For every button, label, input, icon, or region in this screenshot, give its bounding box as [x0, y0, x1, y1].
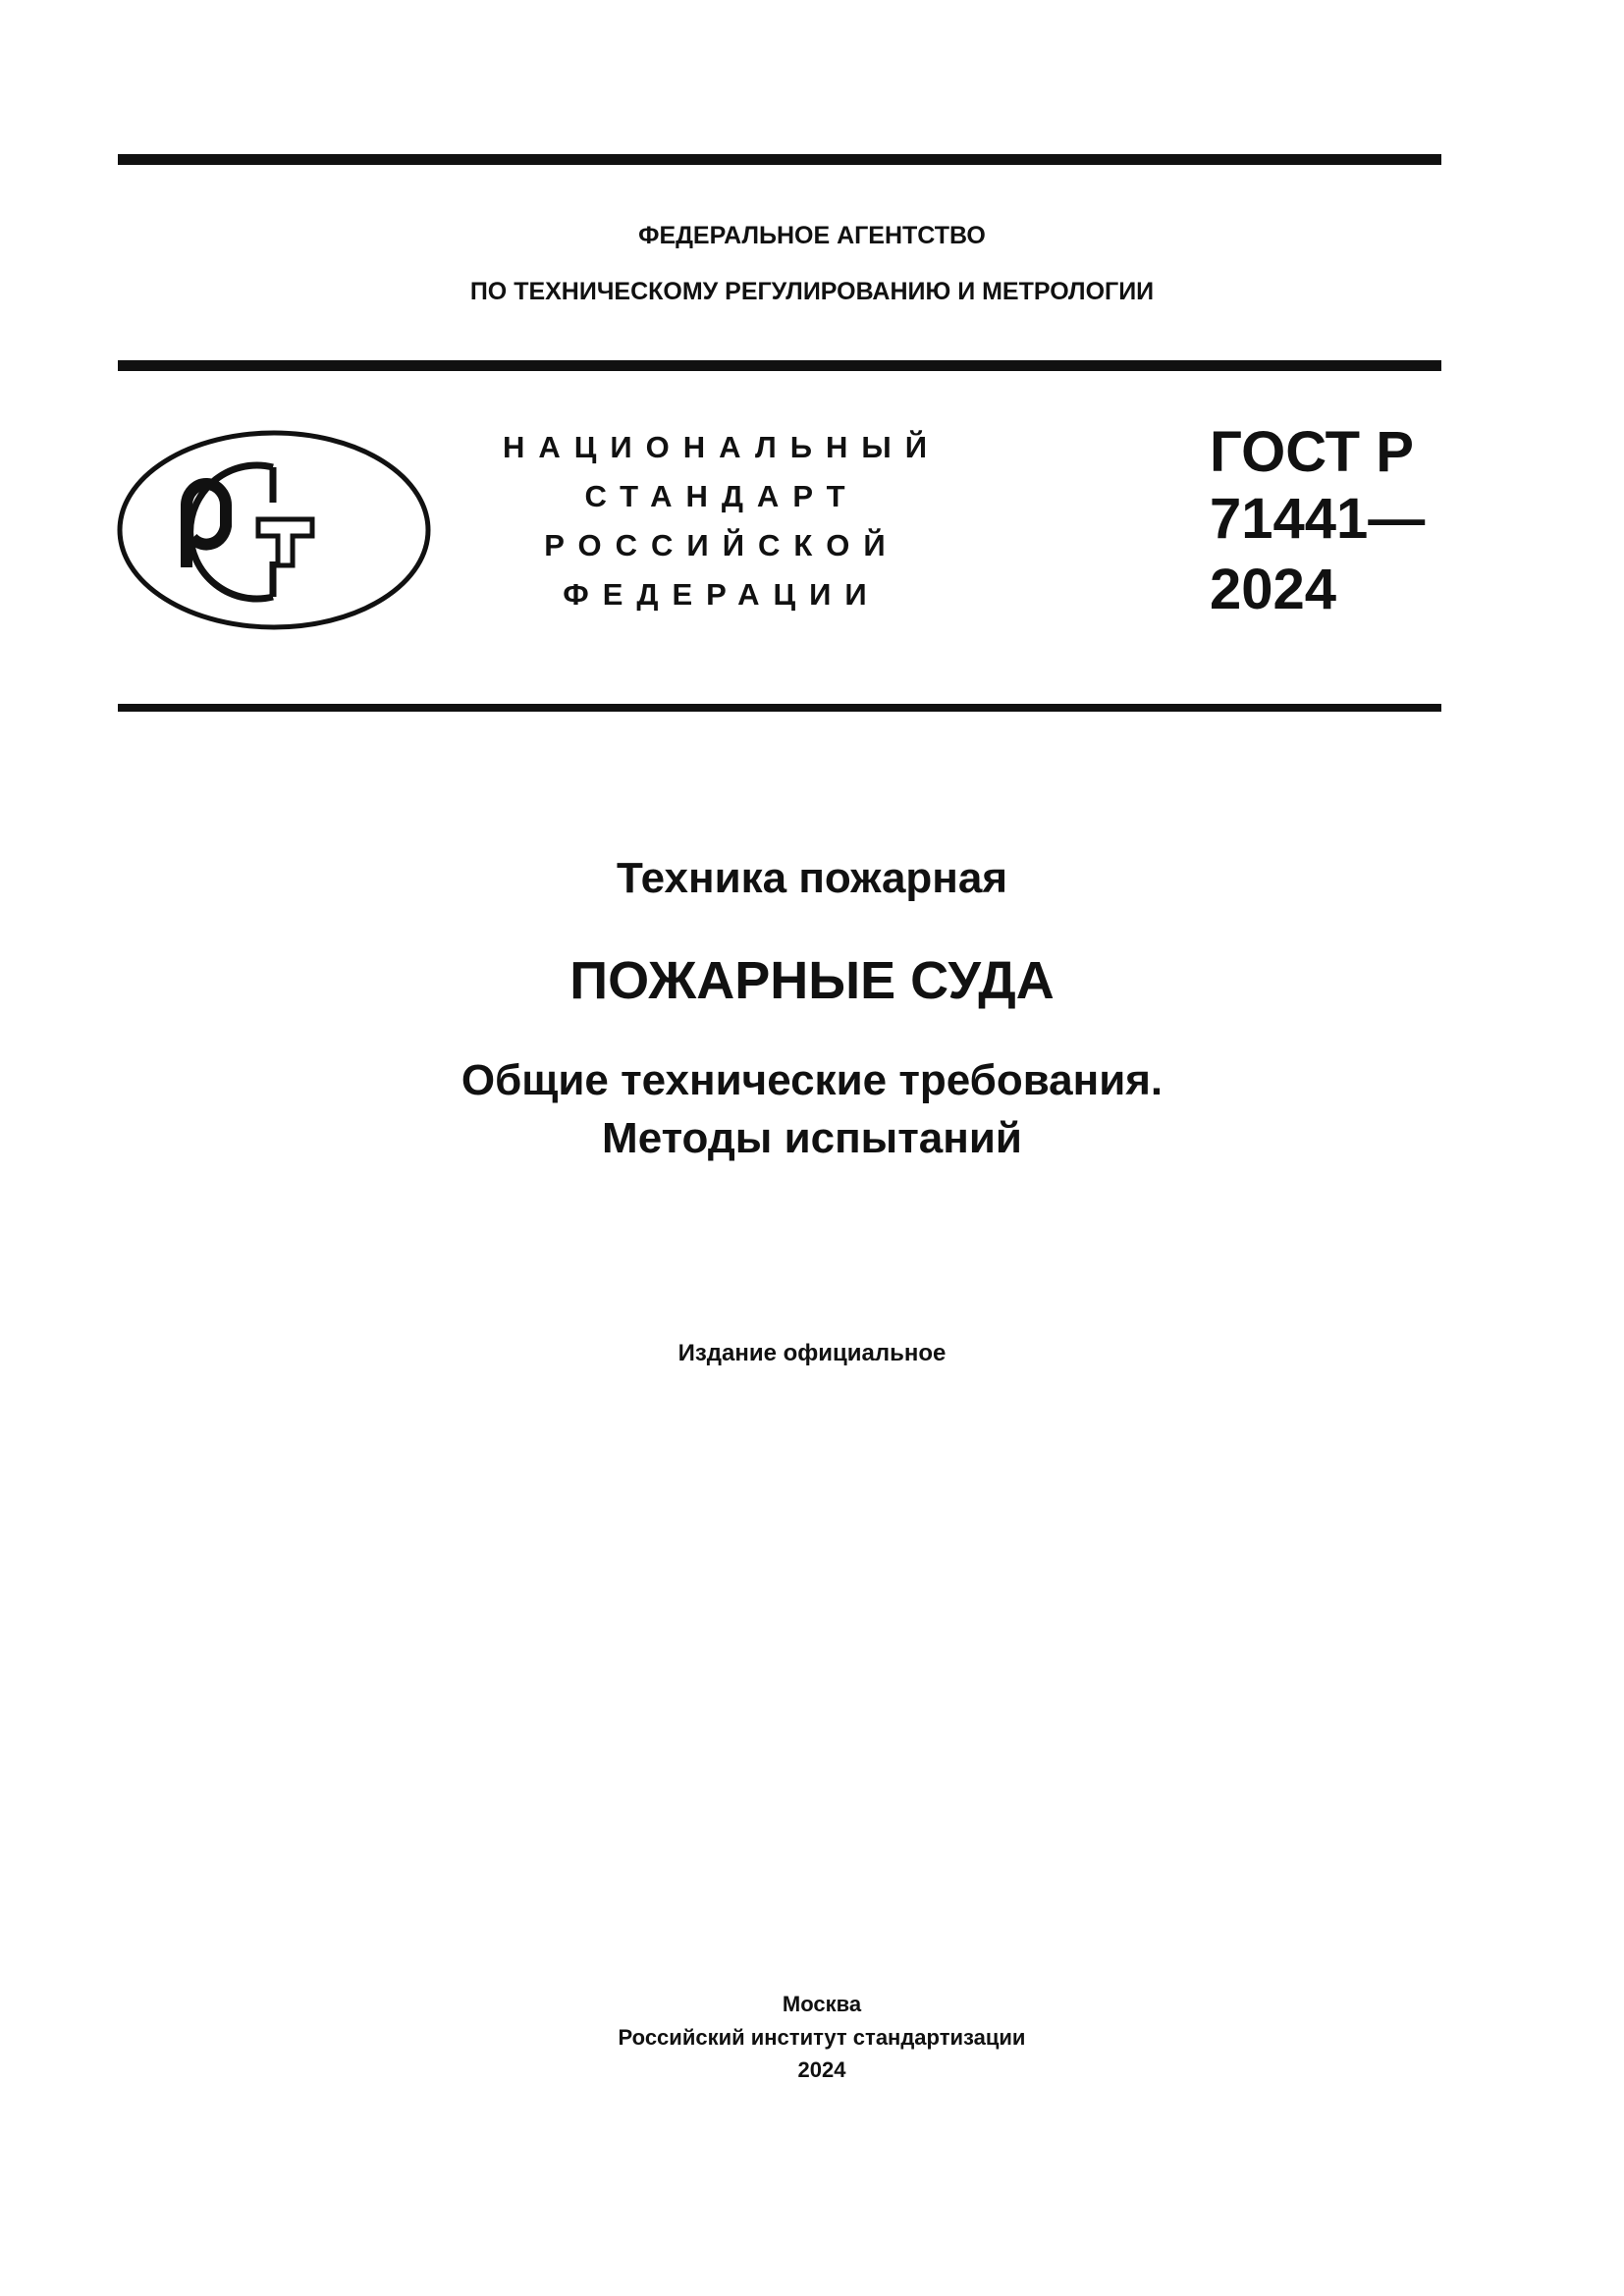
designation-line-3: 2024	[1210, 558, 1337, 621]
edition-label: Издание официальное	[677, 1340, 947, 1366]
title-subtitle-line-2: Методы испытаний	[602, 1114, 1022, 1162]
agency-line-1: ФЕДЕРАЛЬНОЕ АГЕНТСТВО	[638, 222, 986, 249]
imprint-year: 2024	[797, 2057, 846, 2082]
title-main: ПОЖАРНЫЕ СУДА	[569, 951, 1055, 1010]
designation-rule	[118, 704, 1441, 712]
title-category: Техника пожарная	[616, 854, 1008, 902]
title-subtitle-line-1: Общие технические требования.	[460, 1056, 1164, 1104]
top-rule	[118, 154, 1441, 165]
national-standard-line-4: ФЕДЕРАЦИИ	[563, 577, 881, 612]
national-standard-line-3: РОССИЙСКОЙ	[544, 528, 899, 562]
imprint-city: Москва	[782, 1992, 862, 2016]
national-standard-line-2: СТАНДАРТ	[584, 479, 859, 513]
imprint-publisher: Российский институт стандартизации	[618, 2025, 1026, 2050]
national-standard-line-1: НАЦИОНАЛЬНЫЙ	[502, 430, 942, 464]
rst-logo-icon	[116, 428, 432, 632]
header-rule	[118, 360, 1441, 371]
designation-line-2: 71441—	[1210, 487, 1426, 551]
agency-line-2: ПО ТЕХНИЧЕСКОМУ РЕГУЛИРОВАНИЮ И МЕТРОЛОГИИ	[469, 278, 1155, 305]
designation-line-1: ГОСТ Р	[1210, 420, 1414, 484]
